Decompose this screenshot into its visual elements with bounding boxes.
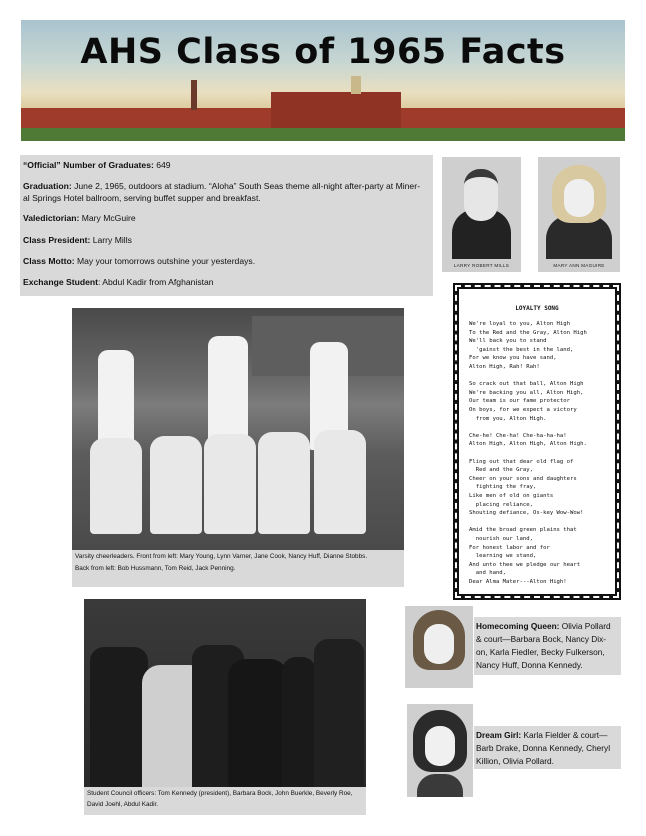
fact-graduation xyxy=(23,181,430,193)
portrait-larry-mills xyxy=(442,157,521,272)
lyric-line: We'll back you to stand xyxy=(469,338,547,345)
lyric-line: On boys, for we expect a victory xyxy=(469,407,577,413)
header-banner xyxy=(21,20,625,141)
lyric-line: Like men of old on giants xyxy=(469,493,554,499)
homecoming-line-3: on, Karla Fiedler, Becky Fulkerson, xyxy=(476,647,605,657)
cheerleader-figure xyxy=(98,350,134,450)
lyric-line: Red and the Gray, xyxy=(469,467,533,474)
fact-motto xyxy=(23,256,430,268)
portrait-olivia-pollard xyxy=(405,606,473,688)
lyric-line: To the Red and the Gray, Alton High xyxy=(469,329,587,336)
council-member-figure xyxy=(314,639,364,787)
lyric-line: Che-he! Che-ha! Che-ha-ha-ha! xyxy=(469,432,567,439)
facts-panel xyxy=(20,155,433,296)
homecoming-value: Olivia Pollard xyxy=(559,621,611,631)
lawn xyxy=(21,128,625,141)
council-member-figure xyxy=(282,657,316,787)
fact-exchange xyxy=(23,277,430,289)
face-shape xyxy=(464,169,498,221)
fact-value: Mary McGuire xyxy=(79,213,136,223)
portrait-mary-mcguire xyxy=(538,157,620,272)
dream-girl-line-2: Barb Drake, Donna Kennedy, Cheryl xyxy=(476,743,611,753)
lyric-line: fighting the fray, xyxy=(469,484,537,491)
council-member-figure xyxy=(228,659,288,787)
loyalty-song-box xyxy=(453,283,621,600)
cheerleader-figure xyxy=(258,432,310,534)
cheerleaders-photo xyxy=(72,308,404,550)
dream-girl-line-1 xyxy=(476,729,607,741)
cheerleader-figure xyxy=(204,434,256,534)
lyric-line: placing reliance, xyxy=(469,501,533,508)
fact-label: Graduation: xyxy=(23,181,72,191)
fact-graduates xyxy=(23,160,430,172)
fact-label: Class President: xyxy=(23,235,91,245)
cheerleader-figure xyxy=(208,336,248,448)
lyric-line: Shouting defiance, Os-key Wow-Wow! xyxy=(469,510,584,517)
lyric-line: from you, Alton High. xyxy=(469,415,547,422)
lyric-line: Alton High, Rah! Rah! xyxy=(469,364,540,370)
dream-girl-label: Dream Girl: xyxy=(476,730,522,740)
homecoming-queen-panel xyxy=(474,617,621,675)
school-tower xyxy=(351,76,361,94)
cheerleader-figure xyxy=(150,436,202,534)
council-member-figure xyxy=(90,647,148,787)
fact-value: May your tomorrows outshine your yesterdays. xyxy=(74,256,256,266)
lyric-line: We're loyal to you, Alton High xyxy=(469,321,571,327)
lyric-line: 'gainst the best in the land, xyxy=(469,346,574,353)
lyric-line: Amid the broad green plains that xyxy=(469,527,577,534)
portrait-caption: LARRY ROBERT MILLS xyxy=(453,263,510,268)
loyalty-song-inner xyxy=(465,295,609,588)
fact-value: 649 xyxy=(153,160,171,170)
homecoming-label: Homecoming Queen: xyxy=(476,621,560,631)
lyric-line: Alton High, Alton High, Alton High. xyxy=(469,441,587,448)
lyric-line: For honest labor and for xyxy=(469,544,550,551)
school-building-center xyxy=(271,92,401,130)
lyric-line: Dear Alma Mater---Alton High! xyxy=(469,579,567,585)
fact-value: Larry Mills xyxy=(90,235,132,245)
dream-girl-value: Karla Fielder & court— xyxy=(521,730,608,740)
face-shape xyxy=(424,624,454,664)
dream-girl-panel xyxy=(474,726,621,769)
shoulders-shape xyxy=(417,774,463,797)
fact-label: Exchange Student xyxy=(23,277,98,287)
fact-label: Valedictorian: xyxy=(23,213,80,223)
face-shape xyxy=(564,179,594,217)
face-shape xyxy=(425,726,455,766)
cheerleaders-caption-1: Varsity cheerleaders. Front from left: Mary Young, Lynn Varner, Jane Cook, Nancy Huff, Dianne Stobbs. xyxy=(75,553,368,560)
page-title: AHS Class of 1965 Facts xyxy=(80,32,566,72)
lyric-line: Our team is our fame protector xyxy=(469,398,571,405)
cheerleader-figure xyxy=(90,438,142,534)
lyric-line: learning we stand, xyxy=(469,553,537,560)
council-caption-2: David Joehl, Abdul Kadir. xyxy=(87,801,159,808)
fact-valedictorian xyxy=(23,213,430,225)
fact-label: “Official” Number of Graduates: xyxy=(23,160,154,170)
lyric-line: So crack out that ball, Alton High xyxy=(469,381,584,388)
fact-value: June 2, 1965, outdoors at stadium. “Aloha” South Seas theme all-night after-party at Miner- xyxy=(71,181,420,191)
cheerleaders-panel xyxy=(72,308,404,587)
council-photo xyxy=(84,599,366,787)
lyric-line: Cheer on your sons and daughters xyxy=(469,475,577,482)
cheerleader-figure xyxy=(314,430,366,534)
loyalty-song-title: LOYALTY SONG xyxy=(515,305,559,312)
fact-president xyxy=(23,235,430,247)
homecoming-line-1 xyxy=(476,620,611,632)
council-caption-1: Student Council officers: Tom Kennedy (president), Barbara Bock, John Buerkle, Beverly Roe, xyxy=(87,790,353,797)
lyric-line: Fling out that dear old flag of xyxy=(469,458,574,465)
lyric-line: We're backing you all, Alton High, xyxy=(469,389,584,396)
council-panel xyxy=(84,599,366,815)
homecoming-line-2: & court—Barbara Bock, Nancy Dix- xyxy=(476,634,607,644)
fact-graduation-cont: al Springs Hotel ballroom, serving buffet supper and breakfast. xyxy=(23,193,261,203)
dream-girl-line-3: Killion, Olivia Pollard. xyxy=(476,756,554,766)
fact-label: Class Motto: xyxy=(23,256,75,266)
homecoming-line-4: Nancy Huff, Donna Kennedy. xyxy=(476,660,583,670)
lyric-line: For we know you have sand, xyxy=(469,355,557,362)
chimney xyxy=(191,80,197,110)
lyric-line: And unto thee we pledge our heart xyxy=(469,561,581,568)
portrait-caption: MARY ANN MAGUIRE xyxy=(553,263,605,268)
lyric-line: nourish our land, xyxy=(469,536,533,542)
fact-value: : Abdul Kadir from Afghanistan xyxy=(97,277,214,287)
lyric-line: and hand, xyxy=(469,570,507,577)
cheerleaders-caption-2: Back from left: Bob Hussmann, Tom Reid, Jack Penning. xyxy=(75,565,236,572)
portrait-karla-fielder xyxy=(407,704,473,797)
